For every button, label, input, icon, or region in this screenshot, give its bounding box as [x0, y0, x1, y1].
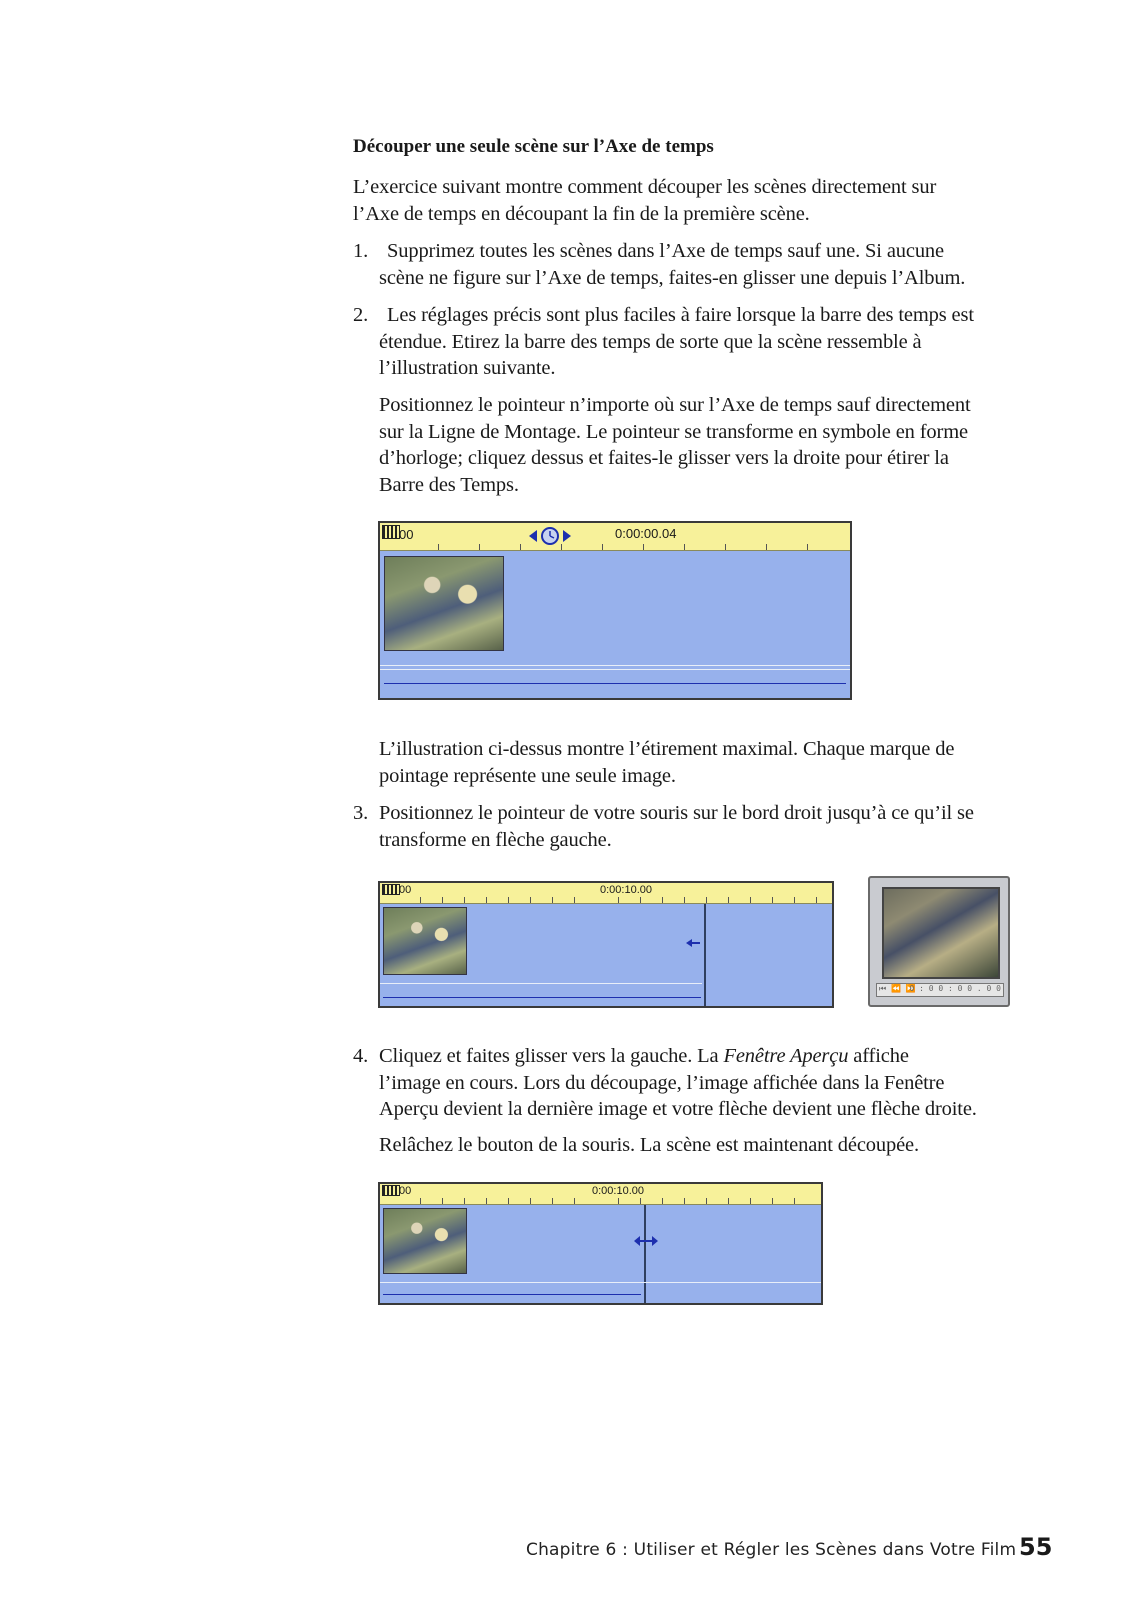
- transport-buttons-icon[interactable]: ⏮ ⏪ ⏩: [879, 984, 916, 993]
- step-4-number: 4.: [353, 1045, 369, 1067]
- step-1-line-1: Supprimez toutes les scènes dans l’Axe de temps sauf une. Si aucune: [387, 240, 944, 262]
- ruler-zero-label: 00: [399, 1185, 412, 1197]
- step-2-line-1: Les réglages précis sont plus faciles à faire lorsque la barre des temps est: [387, 304, 974, 326]
- step-2-p2-line-2: sur la Ligne de Montage. Le pointeur se transforme en symbole en forme: [379, 420, 968, 443]
- step-3-line-1: Positionnez le pointeur de votre souris sur le bord droit jusqu’à ce qu’il se: [379, 802, 974, 824]
- ruler-zero-label: 00: [399, 884, 412, 896]
- step-2-p2-line-1: Positionnez le pointeur n’importe où sur l’Axe de temps sauf directement: [379, 394, 971, 416]
- ruler-grip-icon: [382, 1185, 400, 1196]
- step-1-line-2: scène ne figure sur l’Axe de temps, faites-en glisser une depuis l’Album.: [379, 266, 966, 289]
- preview-screen: [882, 887, 1000, 979]
- ruler-grip-icon: [382, 525, 400, 539]
- step-4-line-1: Cliquez et faites glisser vers la gauche. La Fenêtre Aperçu affiche: [379, 1045, 909, 1067]
- step-3-text: [379, 800, 1079, 853]
- ruler-timecode: 0:00:10.00: [592, 1185, 644, 1197]
- time-ruler: [380, 523, 850, 551]
- ruler-timecode: 0:00:10.00: [600, 884, 652, 896]
- scene-thumbnail[interactable]: [383, 1208, 467, 1274]
- step-4-paragraph-2: Relâchez le bouton de la souris. La scène est maintenant découpée.: [379, 1134, 919, 1156]
- intro-paragraph: [353, 174, 936, 227]
- section-heading: Découper une seule scène sur l’Axe de temps: [353, 136, 714, 157]
- preview-controls[interactable]: [876, 983, 1004, 997]
- timeline-figure-trim-start: [378, 881, 834, 1008]
- step-2-paragraph-2: [379, 392, 1079, 498]
- step-3-line-2: transforme en flèche gauche.: [379, 828, 612, 851]
- step-4-line-2: l’image en cours. Lors du découpage, l’image affichée dans la Fenêtre: [379, 1071, 945, 1094]
- step-2-line-2: étendue. Etirez la barre des temps de sorte que la scène ressemble à: [379, 330, 922, 353]
- step-2-text: [379, 302, 1079, 382]
- step-1-number: 1.: [353, 240, 369, 262]
- step-2-p2-line-3: d’horloge; cliquez dessus et faites-le glisser vers la droite pour étirer la: [379, 447, 949, 469]
- scene-thumbnail[interactable]: [384, 556, 504, 651]
- step-4-line-3: Aperçu devient la dernière image et votre flèche devient une flèche droite.: [379, 1098, 977, 1120]
- ruler-grip-icon: [382, 884, 400, 895]
- step-2-line-3: l’illustration suivante.: [379, 357, 556, 379]
- ruler-timecode: 0:00:00.04: [615, 526, 677, 541]
- clock-stretch-cursor-icon: [527, 526, 573, 546]
- time-ruler: [380, 883, 832, 904]
- step-2-note-line-1: L’illustration ci-dessus montre l’étirement maximal. Chaque marque de: [379, 738, 955, 760]
- empty-timeline-area: [644, 1205, 646, 1303]
- footer-chapter-title: Chapitre 6 : Utiliser et Régler les Scènes dans Votre Film: [526, 1540, 1017, 1560]
- step-3-number: 3.: [353, 802, 369, 824]
- timeline-figure-trimmed: [378, 1182, 823, 1305]
- intro-line-2: l’Axe de temps en découpant la fin de la première scène.: [353, 202, 810, 225]
- timeline-figure-stretched: [378, 521, 852, 700]
- step-2-note-line-2: pointage représente une seule image.: [379, 764, 676, 787]
- preview-timecode: 0 : 0 0 : 0 0 . 0 0: [909, 984, 1001, 993]
- empty-timeline-area: [704, 904, 706, 1006]
- step-4-text: [379, 1043, 1099, 1123]
- step-2-p2-line-4: Barre des Temps.: [379, 473, 519, 496]
- preview-window: [868, 876, 1010, 1007]
- step-2-number: 2.: [353, 304, 369, 326]
- step-2-note: [379, 736, 1079, 789]
- time-ruler: [380, 1184, 821, 1205]
- step-1-text: [379, 238, 1079, 291]
- intro-line-1: L’exercice suivant montre comment découper les scènes directement sur: [353, 176, 937, 198]
- ruler-zero-label: 00: [399, 527, 414, 542]
- left-arrow-cursor-icon: [685, 938, 701, 948]
- double-arrow-cursor-icon: [633, 1235, 659, 1247]
- page-number: 55: [1019, 1533, 1053, 1561]
- scene-thumbnail[interactable]: [383, 907, 467, 975]
